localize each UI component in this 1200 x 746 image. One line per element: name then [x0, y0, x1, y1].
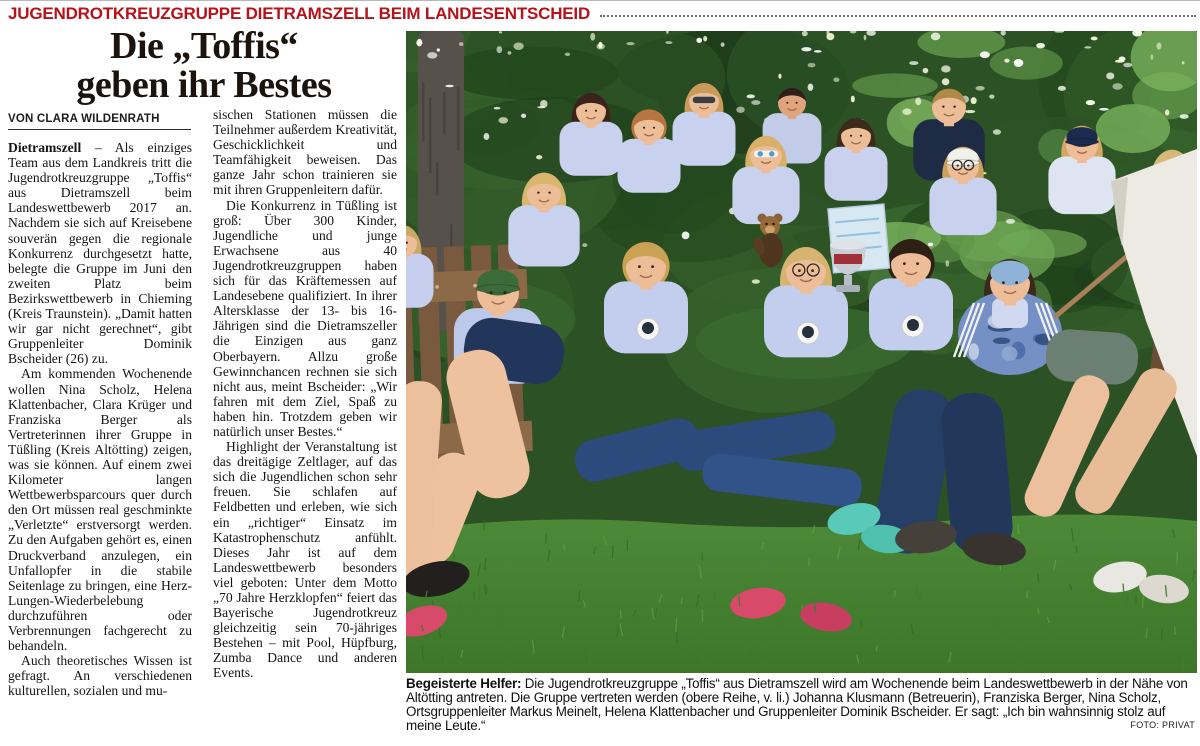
caption-lead: Begeisterte Helfer: — [406, 676, 522, 691]
article-paragraph-2: Am kommenden Wochenende wollen Nina Scholz, Helena Klattenbacher, Clara Krüger und Franziska Berger als Vertreterinnen ihrer Gruppe in Tüßling (Kreis Altötting) zeigen, was sie können. Auf einem zwei Kilometer langen Wettbewerbsparcours quer durch den Ort müssen real geschminkte „Verletzte“ erstversorgt werden. Zu den Aufgaben gehört es, einen Druckverband anzulegen, ein Unfallopfer in die stabile Seitenlage zu bringen, eine Herz-Lungen-Wiederbelebung durchzuführen oder Verbrennungen fachgerecht zu behandeln. — [8, 366, 192, 654]
article-column-1 — [8, 140, 192, 698]
headline-line-1: Die „Toffis“ — [110, 25, 298, 67]
kicker-row — [8, 4, 1196, 24]
article-paragraph-1 — [8, 140, 192, 366]
article-paragraph-3-continued: sischen Stationen müssen die Teilnehmer außerdem Kreativität, Geschicklichkeit und Teamfähigkeit beweisen. Das ganze Jahr schon trainieren sie mit ihren Gruppenleitern dafür. — [213, 107, 397, 198]
article-paragraph-5: Highlight der Veranstaltung ist das dreitägige Zeltlager, auf das sich die Jugendlichen schon sehr freuen. Sie schlafen auf Feldbetten und erleben, wie sich ein „richtiger“ Einsatz im Katastrophenschutz anfühlt. Dieses Jahr ist auf dem Landeswettbewerb besonders viel geboten: Unter dem Motto „70 Jahre Herzklopfen“ feiert das Bayerische Jugendrotkreuz gleichzeitig sein 70-jähriges Bestehen – mit Pool, Hüpfburg, Zumba Dance und anderen Events. — [213, 439, 397, 681]
photo-caption — [406, 677, 1197, 733]
dotted-rule — [600, 15, 1196, 17]
caption-text: Die Jugendrotkreuzgruppe „Toffis“ aus Dietramszell wird am Wochenende beim Landeswettbewerb in der Nähe von Altötting antreten. Die Gruppe vertreten werden (obere Reihe, v. li.) Johanna Klusmann (Betreuerin), Franziska Berger, Nina Scholz, Ortsgruppenleiter Markus Meinelt, Helena Klattenbacher und Gruppenleiter Dominik Bscheider. Er sagt: „Ich bin wahnsinnig stolz auf meine Leute.“ — [406, 676, 1188, 733]
article-column-2 — [213, 107, 397, 681]
group-photo — [406, 31, 1197, 673]
article-headline — [10, 27, 398, 105]
byline: VON CLARA WILDENRATH — [8, 113, 191, 130]
headline-line-2: geben ihr Bestes — [76, 64, 332, 106]
photo-credit: FOTO: PRIVAT — [1130, 720, 1195, 730]
dateline: Dietramszell — [8, 140, 82, 155]
article-paragraph-3: Auch theoretisches Wissen ist gefragt. An verschiedenen kulturellen, sozialen und mu- — [8, 653, 192, 699]
kicker-headline: JUGENDROTKREUZGRUPPE DIETRAMSZELL BEIM LANDESENTSCHEID — [8, 4, 591, 23]
paragraph-1-text: – Als einziges Team aus dem Landkreis tritt die Jugendrotkreuzgruppe „Toffis“ aus Dietramszell beim Landeswettbewerb 2017 an. Nachdem sie sich auf Kreisebene souverän gegen die regionale Konkurrenz durchgesetzt hatte, belegte die Gruppe im Juni den zweiten Platz beim Bezirkswettbewerb in Chieming (Kreis Traunstein). „Damit hatten wir gar nicht gerechnet“, gibt Gruppenleiter Dominik Bscheider (26) zu. — [8, 140, 192, 367]
article-paragraph-4: Die Konkurrenz in Tüßling ist groß: Über 300 Kinder, Jugendliche und junge Erwachsene aus 40 Jugendrotkreuzgruppen haben sich für das Kräftemessen auf Landesebene qualifiziert. In ihrer Altersklasse der 13- bis 16-Jährigen sind die Dietramszeller die Einzigen aus ganz Oberbayern. Allzu große Gewinnchancen rechnen sie sich nicht aus, meint Bscheider: „Wir fahren mit dem Ziel, Spaß zu haben hin. Trotzdem geben wir natürlich unser Bestes.“ — [213, 197, 397, 439]
